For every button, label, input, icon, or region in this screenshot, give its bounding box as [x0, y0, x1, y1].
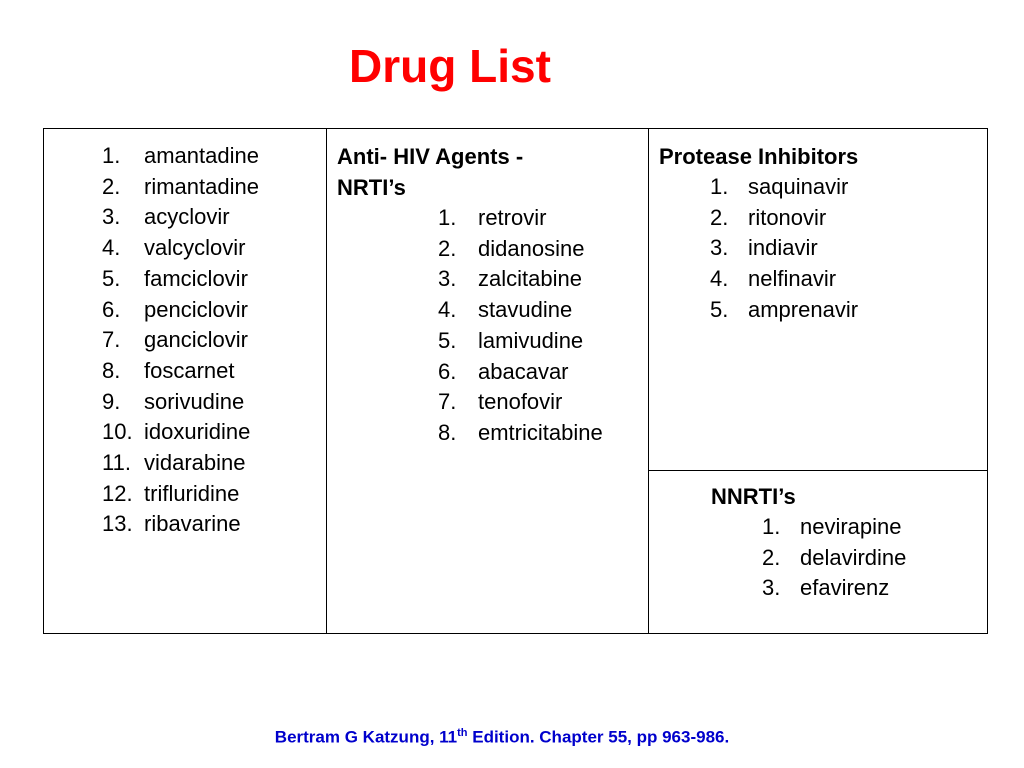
- list-item-number: 8.: [102, 357, 121, 383]
- drug-list-item: [102, 325, 326, 356]
- nrti-heading-line2: NRTI’s: [337, 175, 406, 200]
- drug-list-item: [102, 356, 326, 387]
- drug-list-item: [438, 326, 648, 357]
- drug-name: emtricitabine: [478, 419, 603, 445]
- drug-name: amantadine: [144, 143, 259, 168]
- nnrti-cell: [649, 471, 988, 634]
- drug-name: retrovir: [478, 205, 547, 230]
- drug-table: [43, 128, 988, 634]
- nrti-cell: [327, 129, 649, 634]
- antiviral-list-cell: [44, 129, 327, 634]
- list-item-number: 5.: [438, 327, 457, 353]
- drug-list-item: [762, 573, 987, 604]
- drug-name: trifluridine: [144, 480, 240, 506]
- drug-name: tenofovir: [478, 389, 563, 415]
- citation-text-start: Bertram G Katzung, 11: [274, 727, 458, 747]
- drug-name: penciclovir: [144, 296, 248, 322]
- drug-list-item: [102, 141, 326, 172]
- drug-list-item: [438, 357, 648, 388]
- drug-list-item: [102, 417, 326, 448]
- drug-list-item: [762, 512, 987, 543]
- list-item-number: 4.: [710, 266, 729, 292]
- list-item-number: 2.: [102, 173, 121, 199]
- list-item-number: 4.: [102, 235, 121, 261]
- drug-list-item: [710, 233, 987, 264]
- drug-name: ribavarine: [144, 511, 241, 537]
- drug-name: indiavir: [748, 235, 818, 261]
- drug-list-item: [438, 295, 648, 326]
- list-item-number: 4.: [438, 297, 457, 323]
- drug-name: valcyclovir: [144, 235, 246, 261]
- drug-name: amprenavir: [748, 296, 859, 322]
- list-item-number: 2.: [762, 544, 781, 570]
- drug-name: efavirenz: [800, 575, 890, 601]
- list-item-number: 2.: [438, 235, 457, 261]
- nrti-list: [438, 203, 648, 449]
- list-item-number: 8.: [438, 419, 457, 445]
- drug-name: didanosine: [478, 235, 585, 261]
- drug-name: ganciclovir: [144, 327, 248, 353]
- citation-footer: [0, 727, 1004, 748]
- drug-name: sorivudine: [144, 388, 245, 414]
- drug-name: abacavar: [478, 358, 569, 384]
- drug-list-item: [438, 234, 648, 265]
- list-item-number: 3.: [102, 204, 121, 230]
- drug-list-item: [102, 172, 326, 203]
- drug-list-item: [102, 448, 326, 479]
- list-item-number: 6.: [102, 296, 121, 322]
- drug-list-item: [438, 203, 648, 234]
- drug-list-item: [710, 264, 987, 295]
- list-item-number: 3.: [438, 266, 457, 292]
- antiviral-list: [102, 141, 326, 540]
- drug-list-item: [438, 418, 648, 449]
- drug-name: zalcitabine: [478, 266, 582, 292]
- drug-list-item: [102, 233, 326, 264]
- drug-list-item: [762, 543, 987, 574]
- citation-superscript: th: [457, 727, 468, 739]
- drug-name: delavirdine: [800, 544, 907, 570]
- drug-name: vidarabine: [144, 450, 246, 476]
- list-item-number: 1.: [710, 174, 729, 199]
- list-item-number: 6.: [438, 358, 457, 384]
- drug-name: ritonovir: [748, 204, 827, 230]
- drug-name: saquinavir: [748, 174, 849, 199]
- list-item-number: 13.: [102, 511, 133, 537]
- drug-name: famciclovir: [144, 265, 248, 291]
- list-item-number: 10.: [102, 419, 133, 445]
- drug-name: nelfinavir: [748, 266, 837, 292]
- drug-list-item: [710, 203, 987, 234]
- drug-name: foscarnet: [144, 357, 235, 383]
- list-item-number: 7.: [438, 389, 457, 415]
- drug-name: lamivudine: [478, 327, 584, 353]
- protease-inhibitors-list: [710, 172, 987, 326]
- list-item-number: 7.: [102, 327, 121, 353]
- protease-inhibitors-cell: [649, 129, 988, 471]
- drug-list-item: [710, 295, 987, 326]
- list-item-number: 9.: [102, 388, 121, 414]
- drug-list-item: [102, 202, 326, 233]
- nnrti-list: [762, 512, 987, 604]
- nrti-heading-line1: Anti- HIV Agents -: [337, 144, 524, 169]
- drug-name: nevirapine: [800, 514, 902, 539]
- list-item-number: 5.: [710, 296, 729, 322]
- drug-list-item: [438, 387, 648, 418]
- list-item-number: 3.: [710, 235, 729, 261]
- drug-name: rimantadine: [144, 173, 259, 199]
- list-item-number: 2.: [710, 204, 729, 230]
- list-item-number: 11.: [102, 450, 131, 476]
- drug-list-item: [102, 387, 326, 418]
- list-item-number: 12.: [102, 480, 133, 506]
- slide-title: Drug List: [349, 40, 551, 92]
- drug-name: stavudine: [478, 297, 573, 323]
- list-item-number: 5.: [102, 265, 121, 291]
- drug-list-item: [102, 479, 326, 510]
- drug-list-item: [710, 172, 987, 203]
- nnrti-heading: NNRTI’s: [711, 484, 796, 509]
- drug-list-item: [102, 264, 326, 295]
- list-item-number: 3.: [762, 575, 781, 601]
- drug-name: idoxuridine: [144, 419, 251, 445]
- drug-list-item: [102, 295, 326, 326]
- drug-list-item: [438, 264, 648, 295]
- drug-list-item: [102, 509, 326, 540]
- protease-inhibitors-heading: Protease Inhibitors: [659, 144, 859, 169]
- list-item-number: 1.: [102, 143, 121, 168]
- list-item-number: 1.: [762, 514, 781, 539]
- list-item-number: 1.: [438, 205, 457, 230]
- drug-name: acyclovir: [144, 204, 230, 230]
- citation-text-end: Edition. Chapter 55, pp 963-986.: [467, 727, 730, 747]
